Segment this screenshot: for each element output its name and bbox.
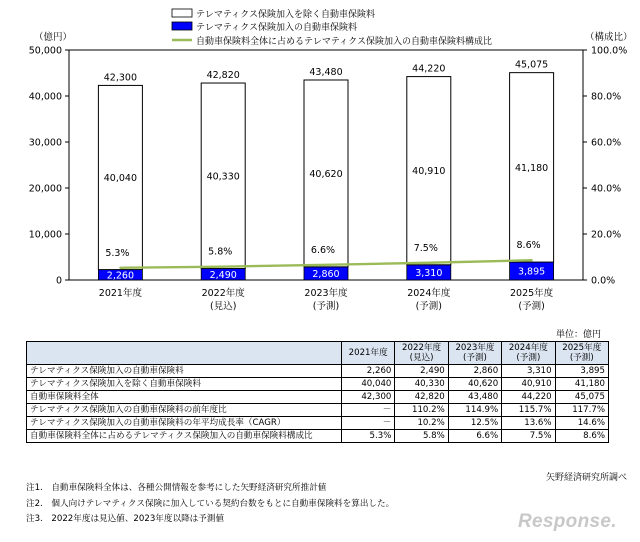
- bar-non-telematics-label: 40,330: [206, 171, 240, 183]
- table-cell: 110.2%: [395, 404, 448, 417]
- total-label: 45,075: [514, 59, 549, 71]
- table-header-row: [27, 342, 609, 365]
- source-credit: 矢野経済研究所調べ: [546, 473, 628, 483]
- table-cell: －: [342, 417, 395, 430]
- x-tick-sublabel: (予測): [518, 301, 545, 312]
- ratio-label: 5.8%: [208, 246, 233, 258]
- right-tick-label: 20.0%: [591, 229, 622, 241]
- table-header-cell: 2023年度 (予測): [448, 342, 501, 365]
- table-cell: 40,040: [342, 378, 395, 391]
- table-cell: 40,910: [502, 378, 555, 391]
- left-tick-label: 40,000: [28, 91, 62, 103]
- table-cell: 8.6%: [555, 430, 608, 443]
- right-tick-label: 80.0%: [591, 91, 622, 103]
- right-tick-label: 40.0%: [591, 183, 622, 195]
- table-cell: 44,220: [502, 391, 555, 404]
- left-tick-label: 10,000: [28, 229, 62, 241]
- table-cell: 42,820: [395, 391, 448, 404]
- legend-label: テレマティクス保険加入の自動車保険料: [196, 23, 358, 33]
- note-line: 注1. 自動車保険料全体は、各種公開情報を参考にした矢野経済研究所推計値: [26, 483, 327, 493]
- bar-non-telematics-label: 40,910: [412, 166, 446, 178]
- table-cell: 114.9%: [448, 404, 501, 417]
- note-line: 注3. 2022年度は見込値、2023年度以降は予測値: [26, 514, 225, 524]
- ratio-point: [119, 267, 121, 269]
- ratio-label: 8.6%: [516, 240, 541, 252]
- table-cell: 14.6%: [555, 417, 608, 430]
- table-cell: 7.5%: [502, 430, 555, 443]
- right-tick-label: 60.0%: [591, 137, 622, 149]
- response-watermark-logo: Response.: [518, 511, 617, 532]
- table-cell: 5.3%: [342, 430, 395, 443]
- ratio-point: [530, 259, 532, 261]
- total-label: 42,300: [103, 72, 138, 84]
- x-tick-label: 2023年度: [304, 288, 348, 299]
- table-row: [27, 417, 609, 430]
- table-cell: 2,260: [342, 365, 395, 378]
- legend: [172, 8, 492, 47]
- left-tick-label: 20,000: [28, 183, 62, 195]
- total-label: 43,480: [309, 66, 343, 78]
- table-header-cell: 2024年度 (予測): [502, 342, 555, 365]
- unit-label: 単位：億円: [556, 330, 602, 340]
- right-tick-label: 100.0%: [591, 45, 628, 57]
- x-tick-label: 2022年度: [201, 288, 245, 299]
- table-cell: 41,180: [555, 378, 608, 391]
- row-label: テレマティクス保険加入の自動車保険料: [27, 365, 342, 378]
- row-label: テレマティクス保険加入を除く自動車保険料: [27, 378, 342, 391]
- table-header-cell: 2021年度: [342, 342, 395, 365]
- table-cell: 2,860: [448, 365, 501, 378]
- table-cell: 40,620: [448, 378, 501, 391]
- table-row: [27, 378, 609, 391]
- table-row: [27, 404, 609, 417]
- x-tick-sublabel: (予測): [415, 301, 443, 312]
- bar-non-telematics-label: 40,620: [309, 168, 343, 180]
- x-tick-label: 2024年度: [407, 288, 451, 299]
- bar-non-telematics-label: 40,040: [103, 173, 138, 185]
- right-tick-label: 0.0%: [591, 275, 616, 287]
- table-cell: 115.7%: [502, 404, 555, 417]
- ratio-label: 6.6%: [310, 244, 336, 256]
- x-tick-sublabel: (見込): [209, 301, 237, 312]
- bar-telematics-label: 3,310: [415, 267, 443, 279]
- x-tick-label: 2025年度: [510, 288, 554, 299]
- data-table: [26, 341, 609, 443]
- table-row: [27, 391, 609, 404]
- left-tick-label: 50,000: [28, 45, 62, 57]
- table-cell: 3,895: [555, 365, 608, 378]
- row-label: テレマティクス保険加入の自動車保険料の前年度比: [27, 404, 342, 417]
- total-label: 42,820: [206, 70, 240, 82]
- table-cell: 40,330: [395, 378, 448, 391]
- table-header-cell: 2022年度 (見込): [395, 342, 448, 365]
- table-cell: 10.2%: [395, 417, 448, 430]
- bar-telematics-label: 3,895: [517, 266, 546, 278]
- table-row: [27, 365, 609, 378]
- table-corner-cell: [27, 342, 342, 365]
- table-cell: 117.7%: [555, 404, 608, 417]
- ratio-point: [222, 265, 224, 267]
- bar-non-telematics-label: 41,180: [514, 162, 549, 174]
- legend-label: 自動車保険料全体に占めるテレマティクス保険加入の自動車保険料構成比: [196, 37, 493, 47]
- bar-telematics-label: 2,860: [312, 268, 340, 280]
- ratio-point: [428, 262, 430, 264]
- table-cell: 43,480: [448, 391, 501, 404]
- left-axis-title: （億円）: [34, 32, 73, 43]
- bar-telematics-label: 2,260: [106, 270, 135, 282]
- row-label: 自動車保険料全体に占めるテレマティクス保険加入の自動車保険料構成比: [27, 430, 342, 443]
- table-cell: 13.6%: [502, 417, 555, 430]
- table-header-cell: 2025年度 (予測): [555, 342, 608, 365]
- table-row: [27, 430, 609, 443]
- legend-swatch: [172, 22, 192, 30]
- ratio-label: 7.5%: [413, 242, 438, 254]
- total-label: 44,220: [412, 63, 446, 75]
- table-cell: 42,300: [342, 391, 395, 404]
- x-tick-label: 2021年度: [98, 288, 142, 299]
- ratio-point: [325, 264, 327, 266]
- legend-swatch: [172, 9, 192, 17]
- table-cell: －: [342, 404, 395, 417]
- row-label: テレマティクス保険加入の自動車保険料の年平均成長率（CAGR）: [27, 417, 342, 430]
- ratio-label: 5.3%: [105, 247, 130, 259]
- bar-telematics-label: 2,490: [209, 269, 237, 281]
- table-cell: 12.5%: [448, 417, 501, 430]
- table-cell: 5.8%: [395, 430, 448, 443]
- left-tick-label: 0: [55, 275, 62, 287]
- table-cell: 3,310: [502, 365, 555, 378]
- legend-label: テレマティクス保険加入を除く自動車保険料: [196, 10, 376, 20]
- table-cell: 45,075: [555, 391, 608, 404]
- x-tick-sublabel: (予測): [312, 301, 340, 312]
- table-cell: 2,490: [395, 365, 448, 378]
- note-line: 注2. 個人向けテレマティクス保険に加入している契約台数をもとに自動車保険料を算出した。: [26, 498, 395, 509]
- table-cell: 6.6%: [448, 430, 501, 443]
- right-axis-title: （構成比）: [585, 32, 633, 43]
- left-tick-label: 30,000: [28, 137, 62, 149]
- notes: [26, 481, 394, 528]
- row-label: 自動車保険料全体: [27, 391, 342, 404]
